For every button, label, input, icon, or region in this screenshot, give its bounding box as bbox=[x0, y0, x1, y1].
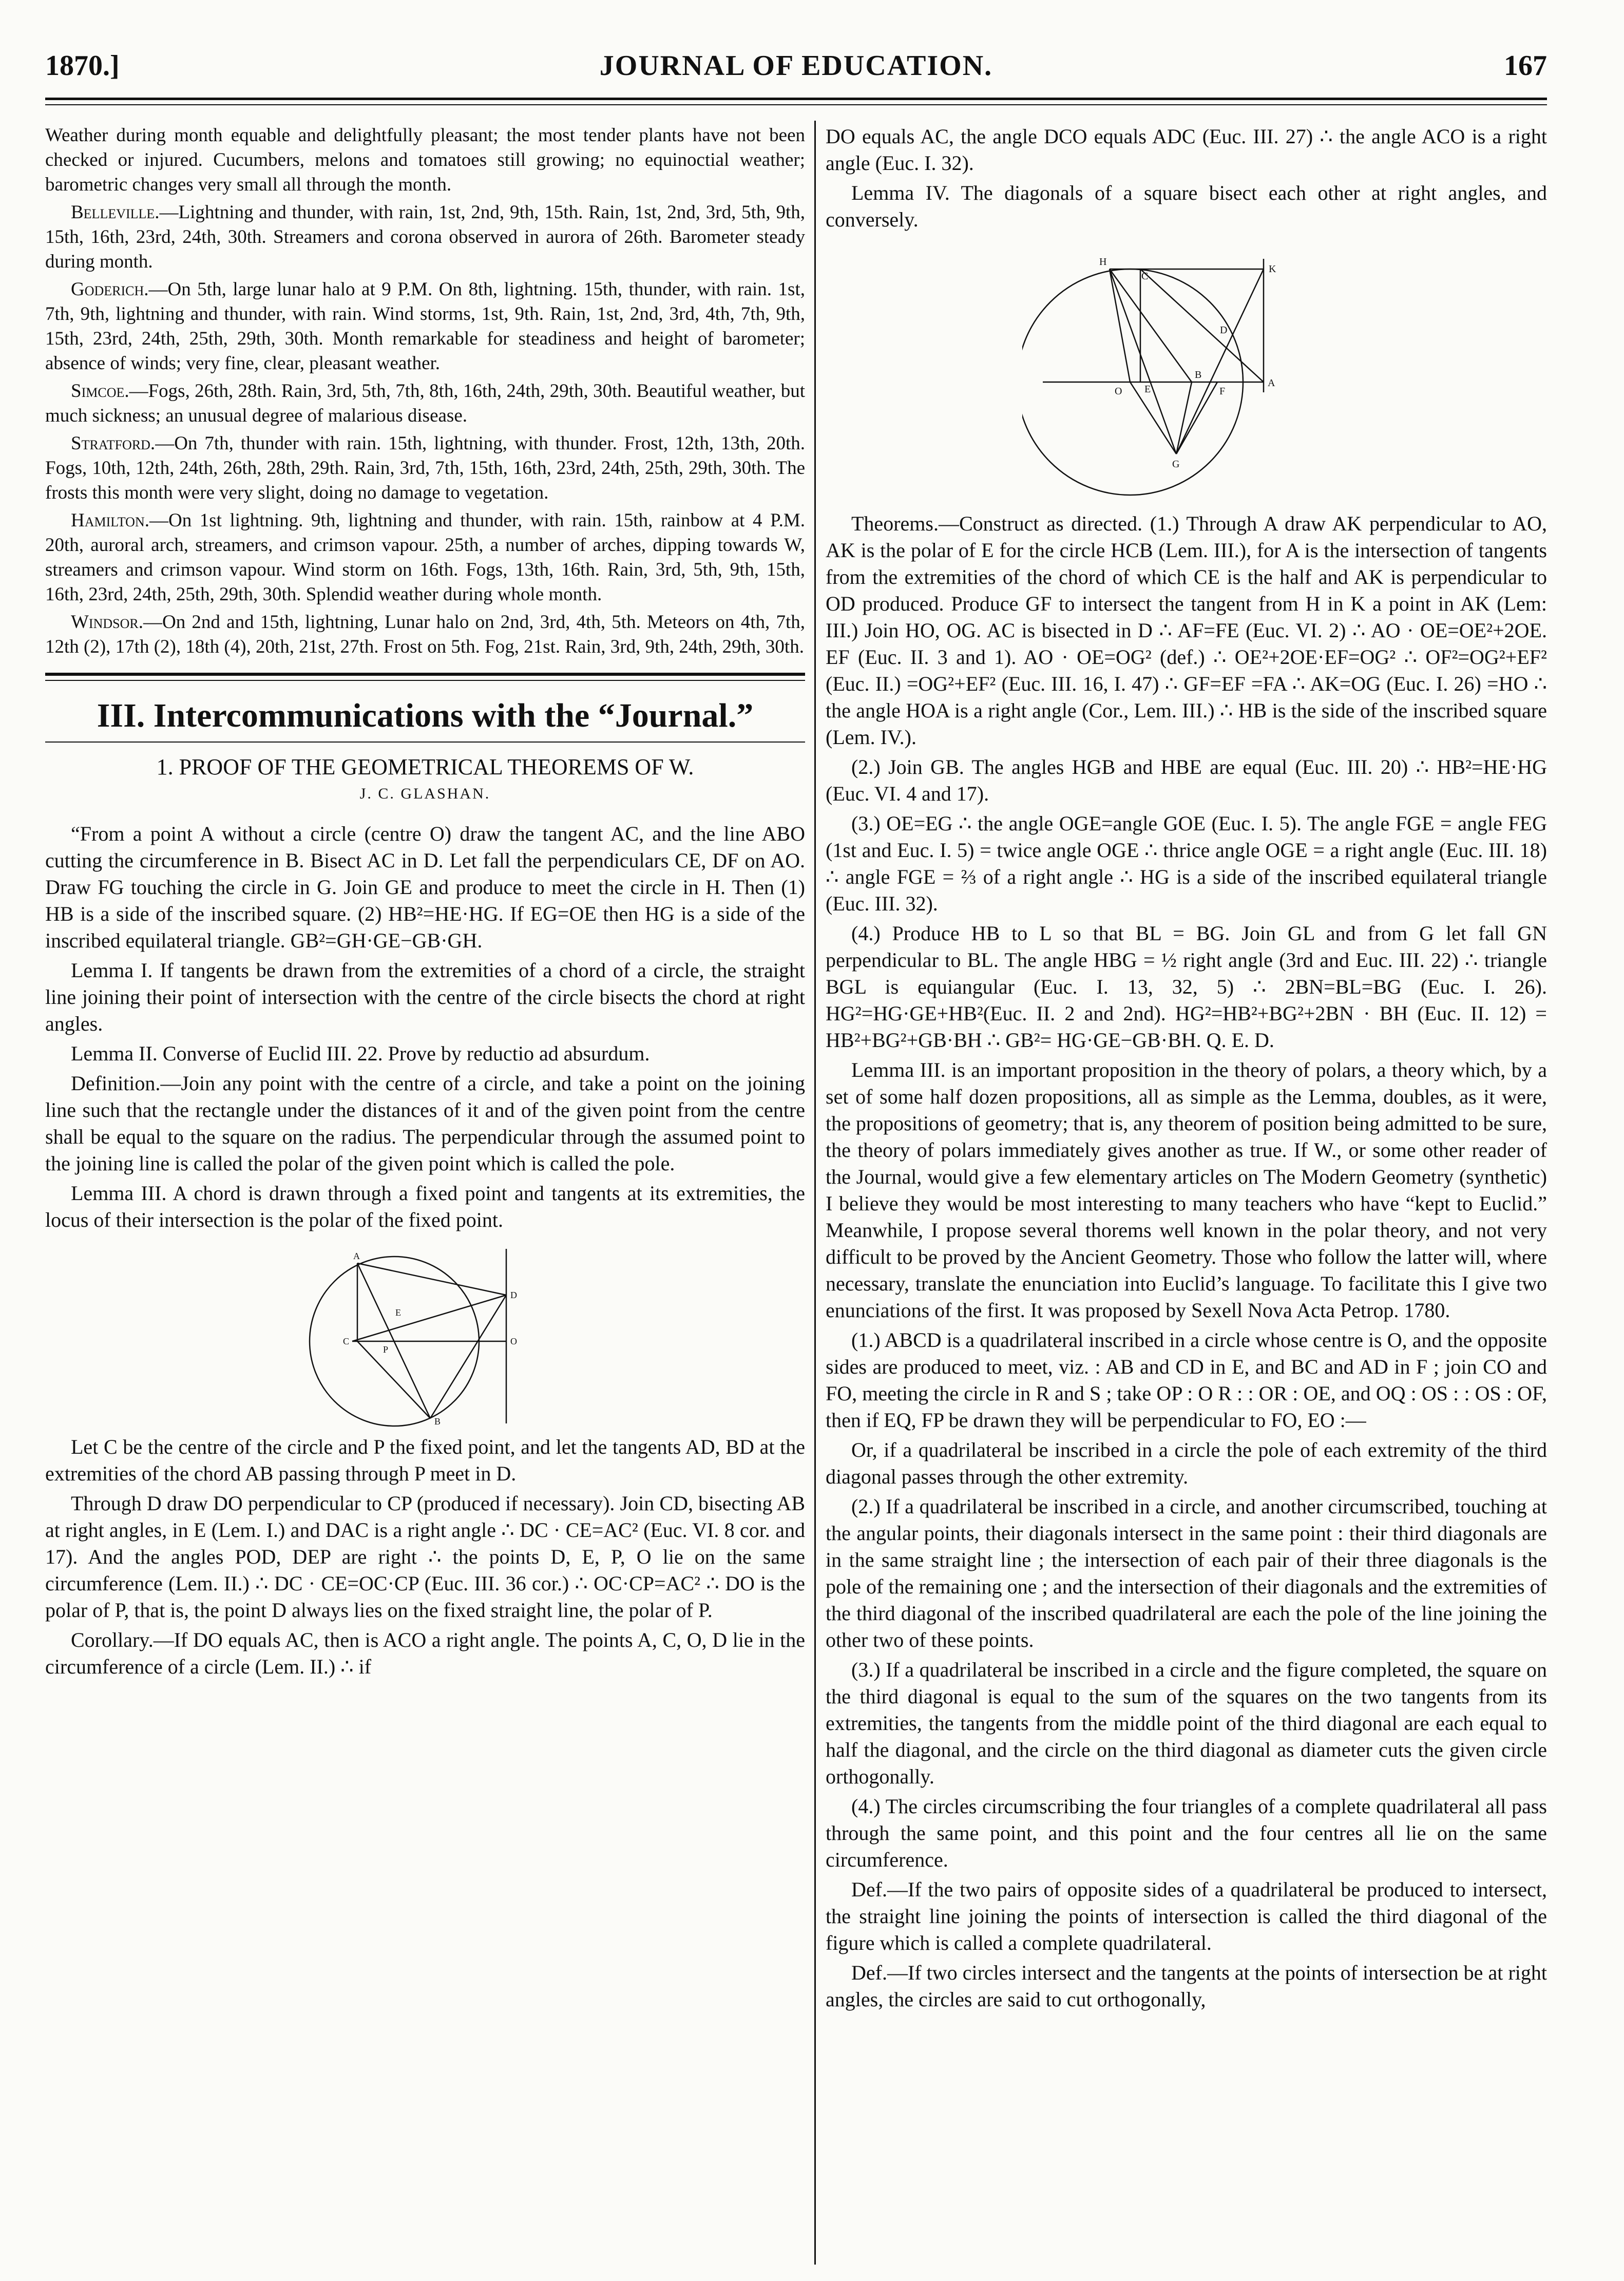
fig1-label-p: P bbox=[383, 1344, 389, 1355]
section-rule bbox=[45, 673, 805, 681]
fig1-label-d: D bbox=[510, 1290, 517, 1300]
proposition-1-alt: Or, if a quadrilateral be inscribed in a circle the pole of each extremity of the third diagonal passes through the other extremity. bbox=[826, 1438, 1547, 1488]
fig2-label-c: C bbox=[1141, 271, 1148, 282]
fig1-label-e: E bbox=[395, 1307, 401, 1318]
problem-statement: “From a point A without a circle (centre O) draw the tangent AC, and the line ABO cutting the circumference in B. Bisect AC in D. Let fall the perpendiculars CE, DF on AO. Draw FG touching the circle in G. Join GE and produce to meet the circle in H. Then (1) HB is a side of the inscribed square. (2) HB²=HE·HG. If EG=OE then HG is a side of the inscribed equilateral triangle. GB²=GH·GE−GB·GH. bbox=[45, 822, 805, 952]
lemma-2: Lemma II. Converse of Euclid III. 22. Prove by reductio ad absurdum. bbox=[71, 1042, 650, 1065]
definition-polar: Definition.—Join any point with the centre of a circle, and take a point on the joining line such that the rectangle under the distances of it and of the given point from the centre shall be equal to the square on the radius. The perpendicular through the assumed point to the joining line is called the polar of the given point which is called the pole. bbox=[45, 1072, 805, 1175]
definition-orthogonal: Def.—If two circles intersect and the tangents at the points of intersection be at right angles, the circles are said to cut orthogonally, bbox=[826, 1961, 1547, 2011]
lemma-3-proof-setup: Let C be the centre of the circle and P the fixed point, and let the tangents AD, BD at the extremities of the chord AB passing through P meet in D. bbox=[45, 1435, 805, 1485]
header-rule-thick bbox=[45, 98, 1547, 100]
fig1-label-b: B bbox=[434, 1416, 441, 1427]
running-header bbox=[45, 49, 1547, 96]
header-rule-thin bbox=[45, 104, 1547, 105]
fig2-label-d: D bbox=[1219, 325, 1227, 336]
weather-belleville: Belleville.—Lightning and thunder, with rain, 1st, 2nd, 9th, 15th. Rain, 1st, 2nd, 3rd, 5th, 9th, 15th, 16th, 23rd, 24th, 30th. Streamers and corona observed in aurora of 26th. Barometer steady during month. bbox=[45, 202, 805, 272]
fig2-label-a: A bbox=[1267, 377, 1275, 389]
right-column bbox=[826, 123, 1547, 2016]
figure-theorem-diagram bbox=[1022, 238, 1351, 505]
fig2-label-h: H bbox=[1099, 256, 1106, 268]
left-column bbox=[45, 123, 805, 1683]
lemma-3: Lemma III. A chord is drawn through a fixed point and tangents at its extremities, the locus of their intersection is the polar of the fixed point. bbox=[45, 1182, 805, 1231]
article-author: J. C. GLASHAN. bbox=[359, 785, 491, 802]
theorem-3: (3.) OE=EG ∴ the angle OGE=angle GOE (Euc. I. 5). The angle FGE = angle FEG (1st and Euc. I. 5) = twice angle OGE ∴ thrice angle OGE = a right angle (Euc. III. 18) ∴ angle FGE = ⅔ of a right angle ∴ HG is a side of the inscribed equilateral triangle (Euc. III. 32). bbox=[826, 812, 1547, 915]
proposition-2: (2.) If a quadrilateral be inscribed in a circle, and another circumscribed, touching at the angular points, their diagonals intersect in the same point : their third diagonals are in the same straight line ; the intersection of each pair of their three diagonals is the pole of the remaining one ; and the intersection of their diagonals and the extremities of the third diagonal of the inscribed quadrilateral are each the pole of the line joining the other two of these points. bbox=[826, 1495, 1547, 1651]
weather-intro: Weather during month equable and delightfully pleasant; the most tender plants have not been checked or injured. Cucumbers, melons and tomatoes still growing; no equinoctial weather; barometric changes very small all through the month. bbox=[45, 125, 805, 195]
weather-windsor: Windsor.—On 2nd and 15th, lightning, Lunar halo on 2nd, 3rd, 4th, 5th. Meteors on 4th, 7th, 12th (2), 17th (2), 18th (4), 20th, 21st, 27th. Frost on 5th. Fog, 21st. Rain, 3rd, 9th, 24th, 29th, 30th. bbox=[45, 612, 805, 657]
figure-polar-diagram bbox=[261, 1239, 589, 1429]
section-heading: III. Intercommunications with the “Journal.” bbox=[97, 697, 754, 734]
fig1-label-c: C bbox=[343, 1336, 350, 1346]
fig1-label-o: O bbox=[510, 1336, 517, 1346]
section-rule-thin bbox=[45, 742, 805, 743]
lemma-3-proof: Through D draw DO perpendicular to CP (produced if necessary). Join CD, bisecting AB at right angles, in E (Lem. I.) and DAC is a right angle ∴ DC · CE=AC² (Euc. VI. 8 cor. and 17). And the angles POD, DEP are right ∴ the points D, E, P, O lie on the same circumference (Lem. II.) ∴ DC · CE=OC·CP (Euc. III. 36 cor.) ∴ OC·CP=AC² ∴ DO is the polar of P, that is, the point D always lies on the fixed straight line, the polar of P. bbox=[45, 1492, 805, 1622]
corollary: Corollary.—If DO equals AC, then is ACO a right angle. The points A, C, O, D lie in the circumference of a circle (Lem. II.) ∴ if bbox=[45, 1628, 805, 1678]
lemma-1: Lemma I. If tangents be drawn from the extremities of a chord of a circle, the straight line joining their point of intersection with the centre of the circle bisects the chord at right angles. bbox=[45, 959, 805, 1035]
proposition-4: (4.) The circles circumscribing the four triangles of a complete quadrilateral all pass through the same point, and this point and the four centres all lie on the same circumference. bbox=[826, 1795, 1547, 1871]
proposition-1: (1.) ABCD is a quadrilateral inscribed in a circle whose centre is O, and the opposite sides are produced to meet, viz. : AB and CD in E, and BC and AD in F ; join CO and FO, meeting the circle in R and S ; take OP : O R : : OR : OE, and OQ : OS : : OS : OF, then if EQ, FP be drawn they will be perpendicular to FO, EO :— bbox=[826, 1328, 1547, 1432]
corollary-continued: DO equals AC, the angle DCO equals ADC (Euc. III. 27) ∴ the angle ACO is a right angle (Euc. I. 32). bbox=[826, 125, 1547, 175]
fig2-label-k: K bbox=[1268, 263, 1276, 275]
fig2-label-o: O bbox=[1114, 386, 1122, 397]
weather-goderich: Goderich.—On 5th, large lunar halo at 9 P.M. On 8th, lightning. 15th, thunder, with rain. 1st, 7th, 9th, lightning and thunder, with rain. Wind storms, 1st, 9th. Rain, 1st, 2nd, 3rd, 4th, 7th, 9th, 15th, 23rd, 24th, 25th, 29th, 30th. Month remarkable for steadiness and height of barometer; absence of winds; very fine, clear, pleasant weather. bbox=[45, 279, 805, 374]
fig2-label-f: F bbox=[1219, 386, 1225, 397]
column-divider bbox=[814, 121, 816, 2265]
article-title: 1. PROOF OF THE GEOMETRICAL THEOREMS OF W. bbox=[156, 754, 694, 780]
header-year: 1870.] bbox=[45, 50, 120, 82]
theorem-1: Theorems.—Construct as directed. (1.) Through A draw AK perpendicular to AO, AK is the polar of E for the circle HCB (Lem. III.), for A is the intersection of tangents from the extremities of the chord of which CE is the half and AK is perpendicular to OD produced. Produce GF to intersect the tangent from H in K a point in AK (Lem: III.) Join HO, OG. AC is bisected in D ∴ AF=FE (Euc. VI. 2) ∴ AO · OE=OE²+2OE. EF (Euc. II. 3 and 1). AO · OE=OG² (def.) ∴ OE²+2OE·EF=OG² ∴ OF²=OG²+EF² (Euc. II.) =OG²+EF² (Euc. III. 16, I. 47) ∴ GF=EF =FA ∴ AK=OG (Euc. I. 26) =HO ∴ the angle HOA is a right angle (Cor., Lem. III.) ∴ HB is the side of the inscribed square (Lem. IV.). bbox=[826, 512, 1547, 749]
header-page-number: 167 bbox=[1504, 50, 1547, 82]
fig1-label-a: A bbox=[353, 1251, 360, 1261]
fig2-label-b: B bbox=[1194, 369, 1201, 381]
weather-stratford: Stratford.—On 7th, thunder with rain. 15th, lightning, with thunder. Frost, 12th, 13th, 20th. Fogs, 10th, 12th, 24th, 26th, 28th, 29th. Rain, 3rd, 7th, 15th, 16th, 23rd, 24th, 25th, 29th, 30th. The frosts this month were very slight, doing no damage to vegetation. bbox=[45, 433, 805, 503]
fig2-label-e: E bbox=[1144, 384, 1151, 395]
polars-discussion: Lemma III. is an important proposition in the theory of polars, a theory which, by a set of some half dozen propositions, all as simple as the Lemma, doubles, as it were, the propositions of geometry; that is, any theorem of position being admitted to be sure, the theory of polars immediately gives another as true. If W., or some other reader of the Journal, would give a few elementary articles on The Modern Geometry (synthetic) I believe they would be most interesting to many teachers who have “kept to Euclid.” Meanwhile, I propose several thorems well known in the polar theory, and not very difficult to be proved by the Ancient Geometry. Those who follow the latter will, where necessary, translate the enunciation into Euclid’s language. To facilitate this I give two enunciations of the first. It was proposed by Sexell Nova Acta Petrop. 1780. bbox=[826, 1058, 1547, 1322]
proposition-3: (3.) If a quadrilateral be inscribed in a circle and the figure completed, the square on the third diagonal is equal to the sum of the squares on the two tangents from its extremities, the tangents from the middle point of the third diagonal are each equal to half the diagonal, and the circle on the third diagonal as diameter cuts the given circle orthogonally. bbox=[826, 1658, 1547, 1788]
theorem-2: (2.) Join GB. The angles HGB and HBE are equal (Euc. III. 20) ∴ HB²=HE·HG (Euc. VI. 4 and 17). bbox=[826, 755, 1547, 805]
definition-complete-quadrilateral: Def.—If the two pairs of opposite sides of a quadrilateral be produced to intersect, the straight line joining the points of intersection is called the third diagonal of the figure which is called a complete quadrilateral. bbox=[826, 1878, 1547, 1954]
weather-simcoe: Simcoe.—Fogs, 26th, 28th. Rain, 3rd, 5th, 7th, 8th, 16th, 24th, 29th, 30th. Beautiful weather, but much sickness; an unusual degree of malarious disease. bbox=[45, 381, 805, 426]
header-journal-title: JOURNAL OF EDUCATION. bbox=[599, 50, 993, 82]
lemma-4: Lemma IV. The diagonals of a square bisect each other at right angles, and conversely. bbox=[826, 181, 1547, 231]
weather-hamilton: Hamilton.—On 1st lightning. 9th, lightning and thunder, with rain. 15th, rainbow at 4 P.M. 20th, auroral arch, streamers, and crimson vapour. 25th, a number of arches, dipping towards W, streamers and crimson vapour. Wind storm on 16th. Fogs, 13th, 16th. Rain, 3rd, 5th, 9th, 15th, 16th, 23rd, 24th, 25th, 29th, 30th. Splendid weather during whole month. bbox=[45, 510, 805, 605]
fig2-label-g: G bbox=[1172, 459, 1179, 470]
weather-reports bbox=[45, 123, 805, 659]
theorem-4: (4.) Produce HB to L so that BL = BG. Join GL and from G let fall GN perpendicular to BL. The angle HBG = ½ right angle (3rd and Euc. III. 22) ∴ triangle BGL is equiangular (Euc. I. 13, 32, 5) ∴ 2BN=BL=BG (Euc. I. 26). HG²=HG·GE+HB²(Euc. II. 2 and 2nd). HG²=HB²+BG²+2BN · BH (Euc. II. 12) = HB²+BG²+GB·BH ∴ GB²= HG·GE−GB·BH. Q. E. D. bbox=[826, 922, 1547, 1052]
